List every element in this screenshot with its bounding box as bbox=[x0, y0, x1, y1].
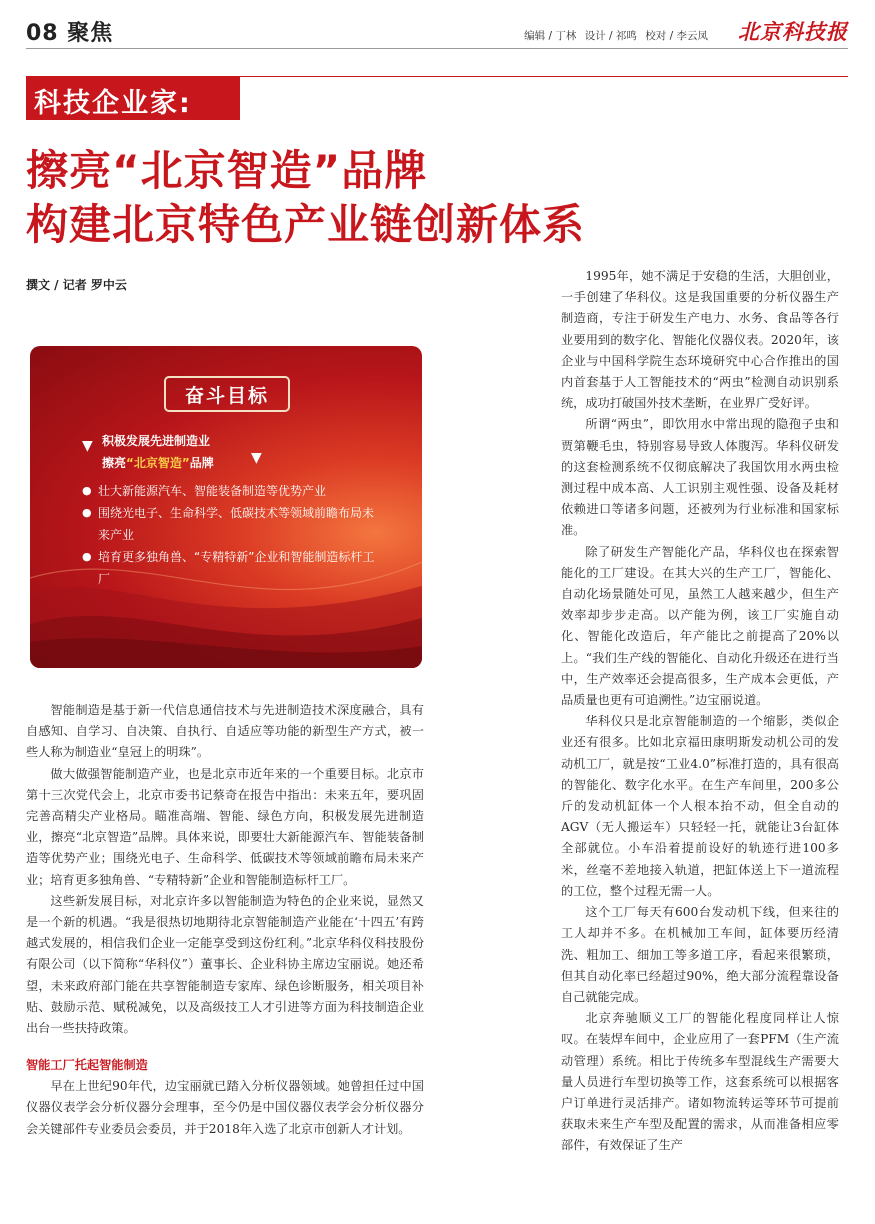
editorial-credits bbox=[519, 28, 708, 43]
body-paragraph: 这个工厂每天有600台发动机下线，但来往的工人却并不多。在机械加工车间，缸体要历经清洗、粗加工、细加工等多道工序，看起来很繁琐，但其自动化率已经超过90%，绝大部分流程靠设备自己就能完成。 bbox=[561, 905, 839, 1004]
article-body-left bbox=[26, 700, 424, 1140]
kicker-box bbox=[26, 76, 240, 120]
body-paragraph: 北京奔驰顺义工厂的智能化程度同样让人惊叹。在装焊车间中，企业应用了一套PFM（生产流动管理）系统。相比于传统多车型混线生产需要大量人员进行车型切换等工作，这套系统可以根据客户订单进行灵活排产。诸如物流转运等环节可提前获取未来生产车型及配置的需求，从而准备相应零部件，有效保证了生产 bbox=[561, 1011, 839, 1153]
body-paragraph: 华科仪只是北京智能制造的一个缩影，类似企业还有很多。比如北京福田康明斯发动机公司的发动机工厂，就是按“工业4.0”标准打造的，具有很高的智能化、数字化水平。在生产车间里，200多公斤的发动机缸体一个人根本抬不动，但全自动的AGV（无人搬运车）只轻轻一托，就能让3台缸体全部就位。小车沿着提前设好的轨迹行进100多米，丝毫不差地接入轨道，把缸体送上下一道流程的工位，整个过程无需一人。 bbox=[561, 714, 839, 898]
goals-badge-label: 奋斗目标 bbox=[184, 384, 269, 407]
credit-designer: 设计 / 祁鸣 bbox=[584, 30, 637, 42]
body-paragraph: 做大做强智能制造产业，也是北京市近年来的一个重要目标。北京市第十三次党代会上，北京市委书记蔡奇在报告中指出：未来五年，要巩固完善高精尖产业格局。瞄准高端、智能、绿色方向，积极发展先进制造业，擦亮“北京智造”品牌。具体来说，即要壮大新能源汽车、智能装备制造等优势产业；围绕光电子、生命科学、低碳技术等领域前瞻布局未来产业；培育更多独角兽、“专精特新”企业和智能制造标杆工厂。 bbox=[26, 766, 424, 887]
goal-line-2-suffix: 品牌 bbox=[189, 456, 214, 470]
publication-logo: 北京科技报 bbox=[738, 19, 848, 44]
byline: 撰文 / 记者 罗中云 bbox=[26, 278, 127, 292]
kicker-rule bbox=[240, 76, 848, 77]
body-paragraph: 早在上世纪90年代，边宝丽就已踏入分析仪器领域。她曾担任过中国仪器仪表学会分析仪器分会理事，至今仍是中国仪器仪表学会分析仪器分会关键部件专业委员会委员，并于2018年入选了北京市创新人才计划。 bbox=[26, 1079, 424, 1136]
goal-line-2-highlight: “北京智造” bbox=[126, 456, 190, 470]
headline-line-1: 擦亮“北京智造”品牌 bbox=[26, 146, 428, 195]
body-paragraph: 1995年，她不满足于安稳的生活，大胆创业，一手创建了华科仪。这是我国重要的分析仪器生产制造商，专注于研发生产电力、水务、食品等各行业要用到的数字化、智能化仪器仪表。2020年，该企业与中国科学院生态环境研究中心合作推出的国内首套基于人工智能技术的“两虫”检测自动识别系统，成功打破国外技术垄断，在业界广受好评。 bbox=[561, 269, 839, 411]
section-heading: 智能工厂托起智能制造 bbox=[26, 1058, 148, 1073]
body-paragraph: 这些新发展目标，对北京许多以智能制造为特色的企业来说，显然又是一个新的机遇。“我是很热切地期待北京智能制造产业能在‘十四五’有跨越式发展的，相信我们企业一定能享受到这份红利。”北京华科仪科技股份有限公司（以下简称“华科仪”）董事长、企业科协主席边宝丽说。她还希望，未来政府部门能在共享智能制造专家库、绿色诊断服务，相关项目补贴、鼓励示范、赋税减免，以及高级技工人才引进等方面为科技制造企业出台一些扶持政策。 bbox=[26, 893, 424, 1036]
body-paragraph: 所谓“两虫”，即饮用水中常出现的隐孢子虫和贾第鞭毛虫，特别容易导致人体腹泻。华科仪研发的这套检测系统不仅彻底解决了我国饮用水两虫检测过程中成本高、人工识别主观性强、设备及耗材依赖进口等诸多问题，还被列为行业标准和国家标准。 bbox=[561, 417, 839, 538]
goals-list-item: ● 围绕光电子、生命科学、低碳技术等领域前瞻布局未来产业 bbox=[82, 502, 382, 546]
header-divider bbox=[26, 48, 848, 49]
goals-list-item: ● 壮大新能源汽车、智能装备制造等优势产业 bbox=[82, 480, 382, 502]
page-header bbox=[26, 12, 848, 48]
goals-list-item: ● 培育更多独角兽、“专精特新”企业和智能制造标杆工厂 bbox=[82, 546, 382, 590]
goals-badge bbox=[164, 376, 290, 412]
article-body-right bbox=[561, 266, 839, 1157]
goal-line-1: 积极发展先进制造业 bbox=[102, 434, 211, 448]
body-paragraph: 除了研发生产智能化产品，华科仪也在探索智能化的工厂建设。在其大兴的生产工厂，智能化、自动化场景随处可见，虽然工人越来越少，但生产效率却步步走高。以产能为例，该工厂实施自动化、智能化改造后，年产能比之前提高了20%以上。“我们生产线的智能化、自动化升级还在进行当中，生产效率还会提高很多，生产成本会更低，产品质量也更有可追溯性。”边宝丽说道。 bbox=[561, 544, 839, 708]
headline-line-2: 构建北京特色产业链创新体系 bbox=[26, 200, 586, 249]
body-paragraph: 智能制造是基于新一代信息通信技术与先进制造技术深度融合，具有自感知、自学习、自决策、自执行、自适应等功能的新型生产方式，被一些人称为制造业“皇冠上的明珠”。 bbox=[26, 703, 424, 760]
credit-proofreader: 校对 / 李云凤 bbox=[645, 30, 708, 42]
goals-card bbox=[30, 346, 422, 668]
triangle-down-icon: ▼ bbox=[82, 438, 93, 454]
goal-line-2-prefix: 擦亮 bbox=[102, 456, 127, 470]
goal-line-2 bbox=[102, 454, 214, 471]
page-section-label: 08 聚焦 bbox=[26, 21, 114, 46]
kicker-label: 科技企业家: bbox=[34, 88, 192, 119]
goals-list bbox=[82, 480, 382, 590]
credit-editor: 编辑 / 丁林 bbox=[524, 30, 577, 42]
triangle-down-icon: ▼ bbox=[251, 450, 262, 466]
